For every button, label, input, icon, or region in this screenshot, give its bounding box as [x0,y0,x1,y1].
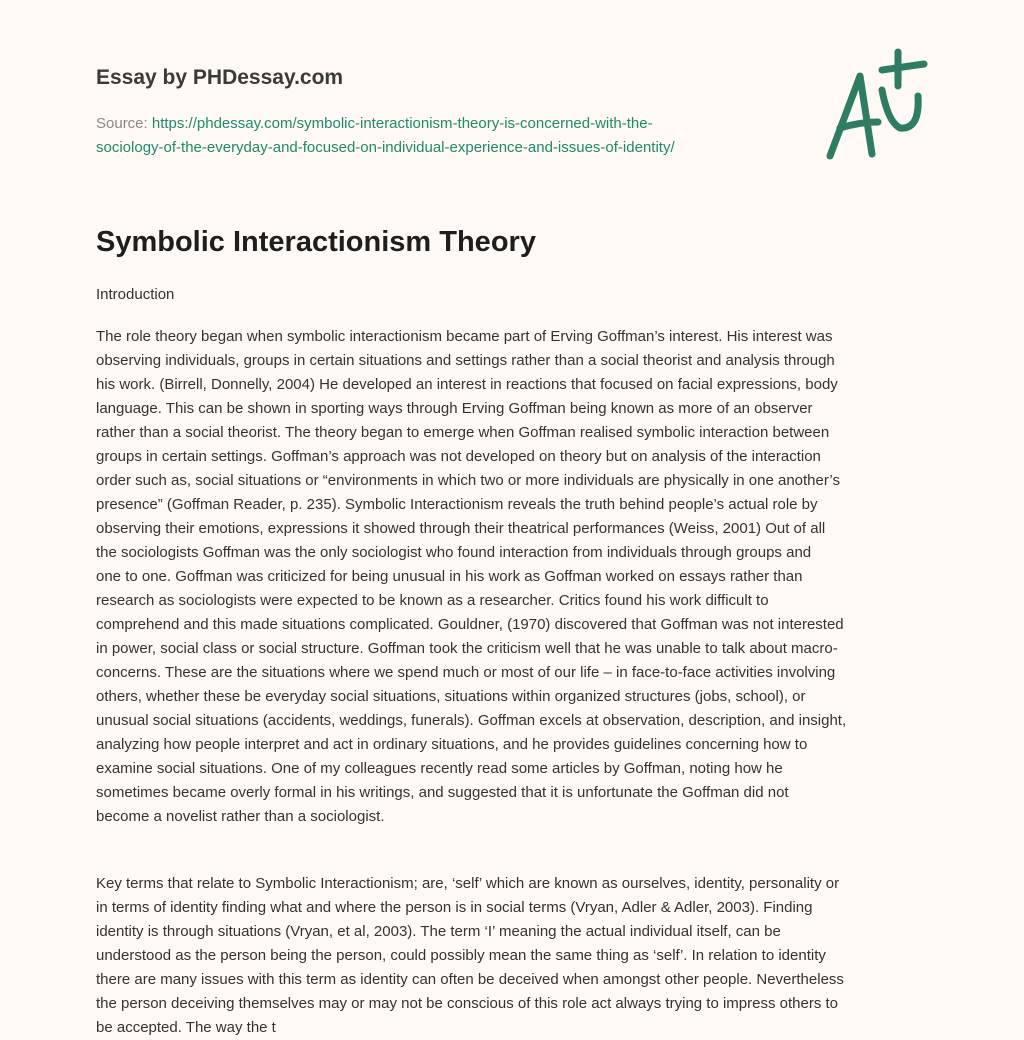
paragraph-1: The role theory began when symbolic interactionism became part of Erving Goffman’s interest. His interest was observing individuals, groups in certain situations and settings rather than a social theorist and analysis through his work. (Birrell, Donnelly, 2004) He developed an interest in reactions that focused on facial expressions, body language. This can be shown in sporting ways through Erving Goffman being known as more of an observer rather than a social theorist. The theory began to emerge when Goffman realised symbolic interaction between groups in certain settings. Goffman’s approach was not developed on theory but on analysis of the interaction order such as, social situations or “environments in which two or more individuals are physically in one another’s presence” (Goffman Reader, p. 235). Symbolic Interactionism reveals the truth behind people’s actual role by observing their emotions, expressions it showed through their theatrical performances (Weiss, 2001) Out of all the sociologists Goffman was the only sociologist who found interaction from individuals through groups and one to one. Goffman was criticized for being unusual in his work as Goffman worked on essays rather than research as sociologists were expected to be known as a researcher. Critics found his work difficult to comprehend and this made situations complicated. Gouldner, (1970) discovered that Goffman was not interested in power, social class or social structure. Goffman took the criticism well that he was unable to talk about macro- concerns. These are the situations where we spend much or most of our life – in face-to-face activities involving others, whether these be everyday social situations, situations within organized structures (jobs, school), or unusual social situations (accidents, weddings, funerals). Goffman excels at observation, description, and insight, analyzing how people interpret and act in ordinary situations, and he provides guidelines concerning how to examine social situations. One of my colleagues recently read some articles by Goffman, noting how he sometimes became overly formal in his writings, and suggested that it is unfortunate the Goffman did not become a novelist rather than a sociologist. [96,328,847,825]
source-label: Source: [96,115,152,132]
paragraph-2: Key terms that relate to Symbolic Interactionism; are, ‘self’ which are known as ourselves, identity, personality or in terms of identity finding what and where the person is in social terms (Vryan, Adler & Adler, 2003). Finding identity is through situations (Vryan, et al, 2003). The term ‘I’ meaning the actual individual itself, can be understood as the person being the person, could possibly mean the same thing as ‘self’. In relation to identity there are many issues with this term as identity can often be deceived when amongst other people. Nevertheless the person deceiving themselves may or may not be conscious of this role act always trying to impress others to be accepted. The way the t [96,875,844,1036]
source-line [96,112,675,160]
site-brand: Essay by PHDessay.com [96,66,344,89]
source-link[interactable]: https://phdessay.com/symbolic-interactionism-theory-is-concerned-with-the- sociology-of-the-everyday-and-focused-on-individual-experience-and-issues-of-identity/ [96,115,675,156]
page-title: Symbolic Interactionism Theory [96,226,536,258]
a-plus-logo [820,42,930,164]
intro-heading: Introduction [96,286,175,303]
